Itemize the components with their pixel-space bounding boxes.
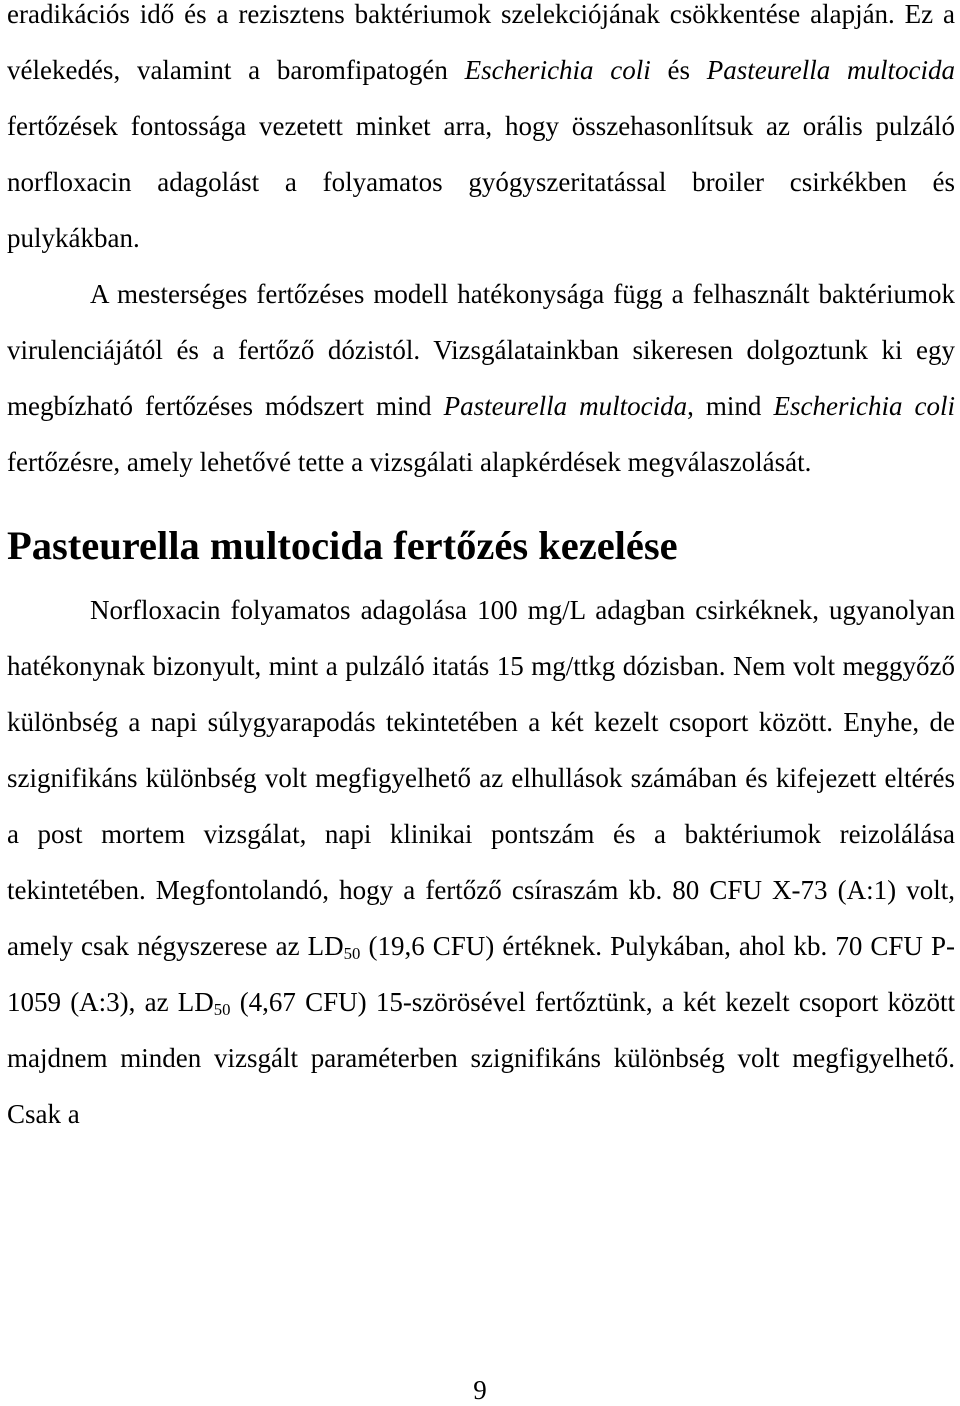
paragraph-continued: [7, 0, 955, 266]
species-name-italic: Escherichia coli: [773, 391, 956, 421]
paragraph-text: eradikációs idő és a rezisztens baktériumok szelekciójának csökkentése alapján. Ez a vélekedés, valamint a baromfipatogén: [7, 0, 955, 85]
species-name-italic: Pasteurella multocida: [706, 55, 956, 85]
page-number: 9: [473, 1375, 487, 1405]
section-heading: Pasteurella multocida fertőzés kezelése: [7, 523, 678, 568]
paragraph-infection-model: [7, 266, 955, 490]
paragraph-text: , mind: [687, 391, 774, 421]
paragraph-text: és: [650, 55, 707, 85]
paragraph-text: A mesterséges fertőzéses modell hatékonysága függ a felhasznált baktériumok virulenciájától és a fertőző dózistól. Vizsgálatainkban sikeresen dolgoztunk ki egy megbízható fertőzéses módszert mind: [7, 279, 955, 421]
paragraph-text: Norfloxacin folyamatos adagolása 100 mg/L adagban csirkéknek, ugyanolyan hatékonynak bizonyult, mint a pulzáló itatás 15 mg/ttkg dózisban. Nem volt meggyőző különbség a napi súlygyarapodás tekintetében a két kezelt csoport között. Enyhe, de szignifikáns különbség volt megfigyelhető az elhullások számában és kifejezett eltérés a post mortem vizsgálat, napi klinikai pontszám és a baktériumok reizolálása tekintetében. Megfontolandó, hogy a fertőző csíraszám kb. 80 CFU X-73 (A:1) volt, amely csak négyszerese az LD: [7, 595, 955, 961]
species-name-italic: Pasteurella multocida: [443, 391, 688, 421]
subscript: 50: [213, 1000, 231, 1020]
species-name-italic: Escherichia coli: [464, 55, 651, 85]
paragraph-text: (4,67 CFU) 15-szörösével fertőztünk, a két kezelt csoport között majdnem minden vizsgált paraméterben szignifikáns különbség volt megfigyelhető. Csak a: [7, 987, 955, 1129]
document-page: [7, 0, 955, 1142]
subscript: 50: [343, 944, 361, 964]
paragraph-text: (19,6 CFU) értéknek. Pulykában, ahol kb. 70 CFU P-1059 (A:3), az LD: [7, 931, 955, 1017]
paragraph-text: fertőzések fontossága vezetett minket arra, hogy összehasonlítsuk az orális pulzáló norfloxacin adagolást a folyamatos gyógyszeritatással broiler csirkékben és pulykákban.: [7, 111, 955, 253]
paragraph-treatment: [7, 582, 955, 1142]
paragraph-text: fertőzésre, amely lehetővé tette a vizsgálati alapkérdések megválaszolását.: [7, 447, 812, 477]
